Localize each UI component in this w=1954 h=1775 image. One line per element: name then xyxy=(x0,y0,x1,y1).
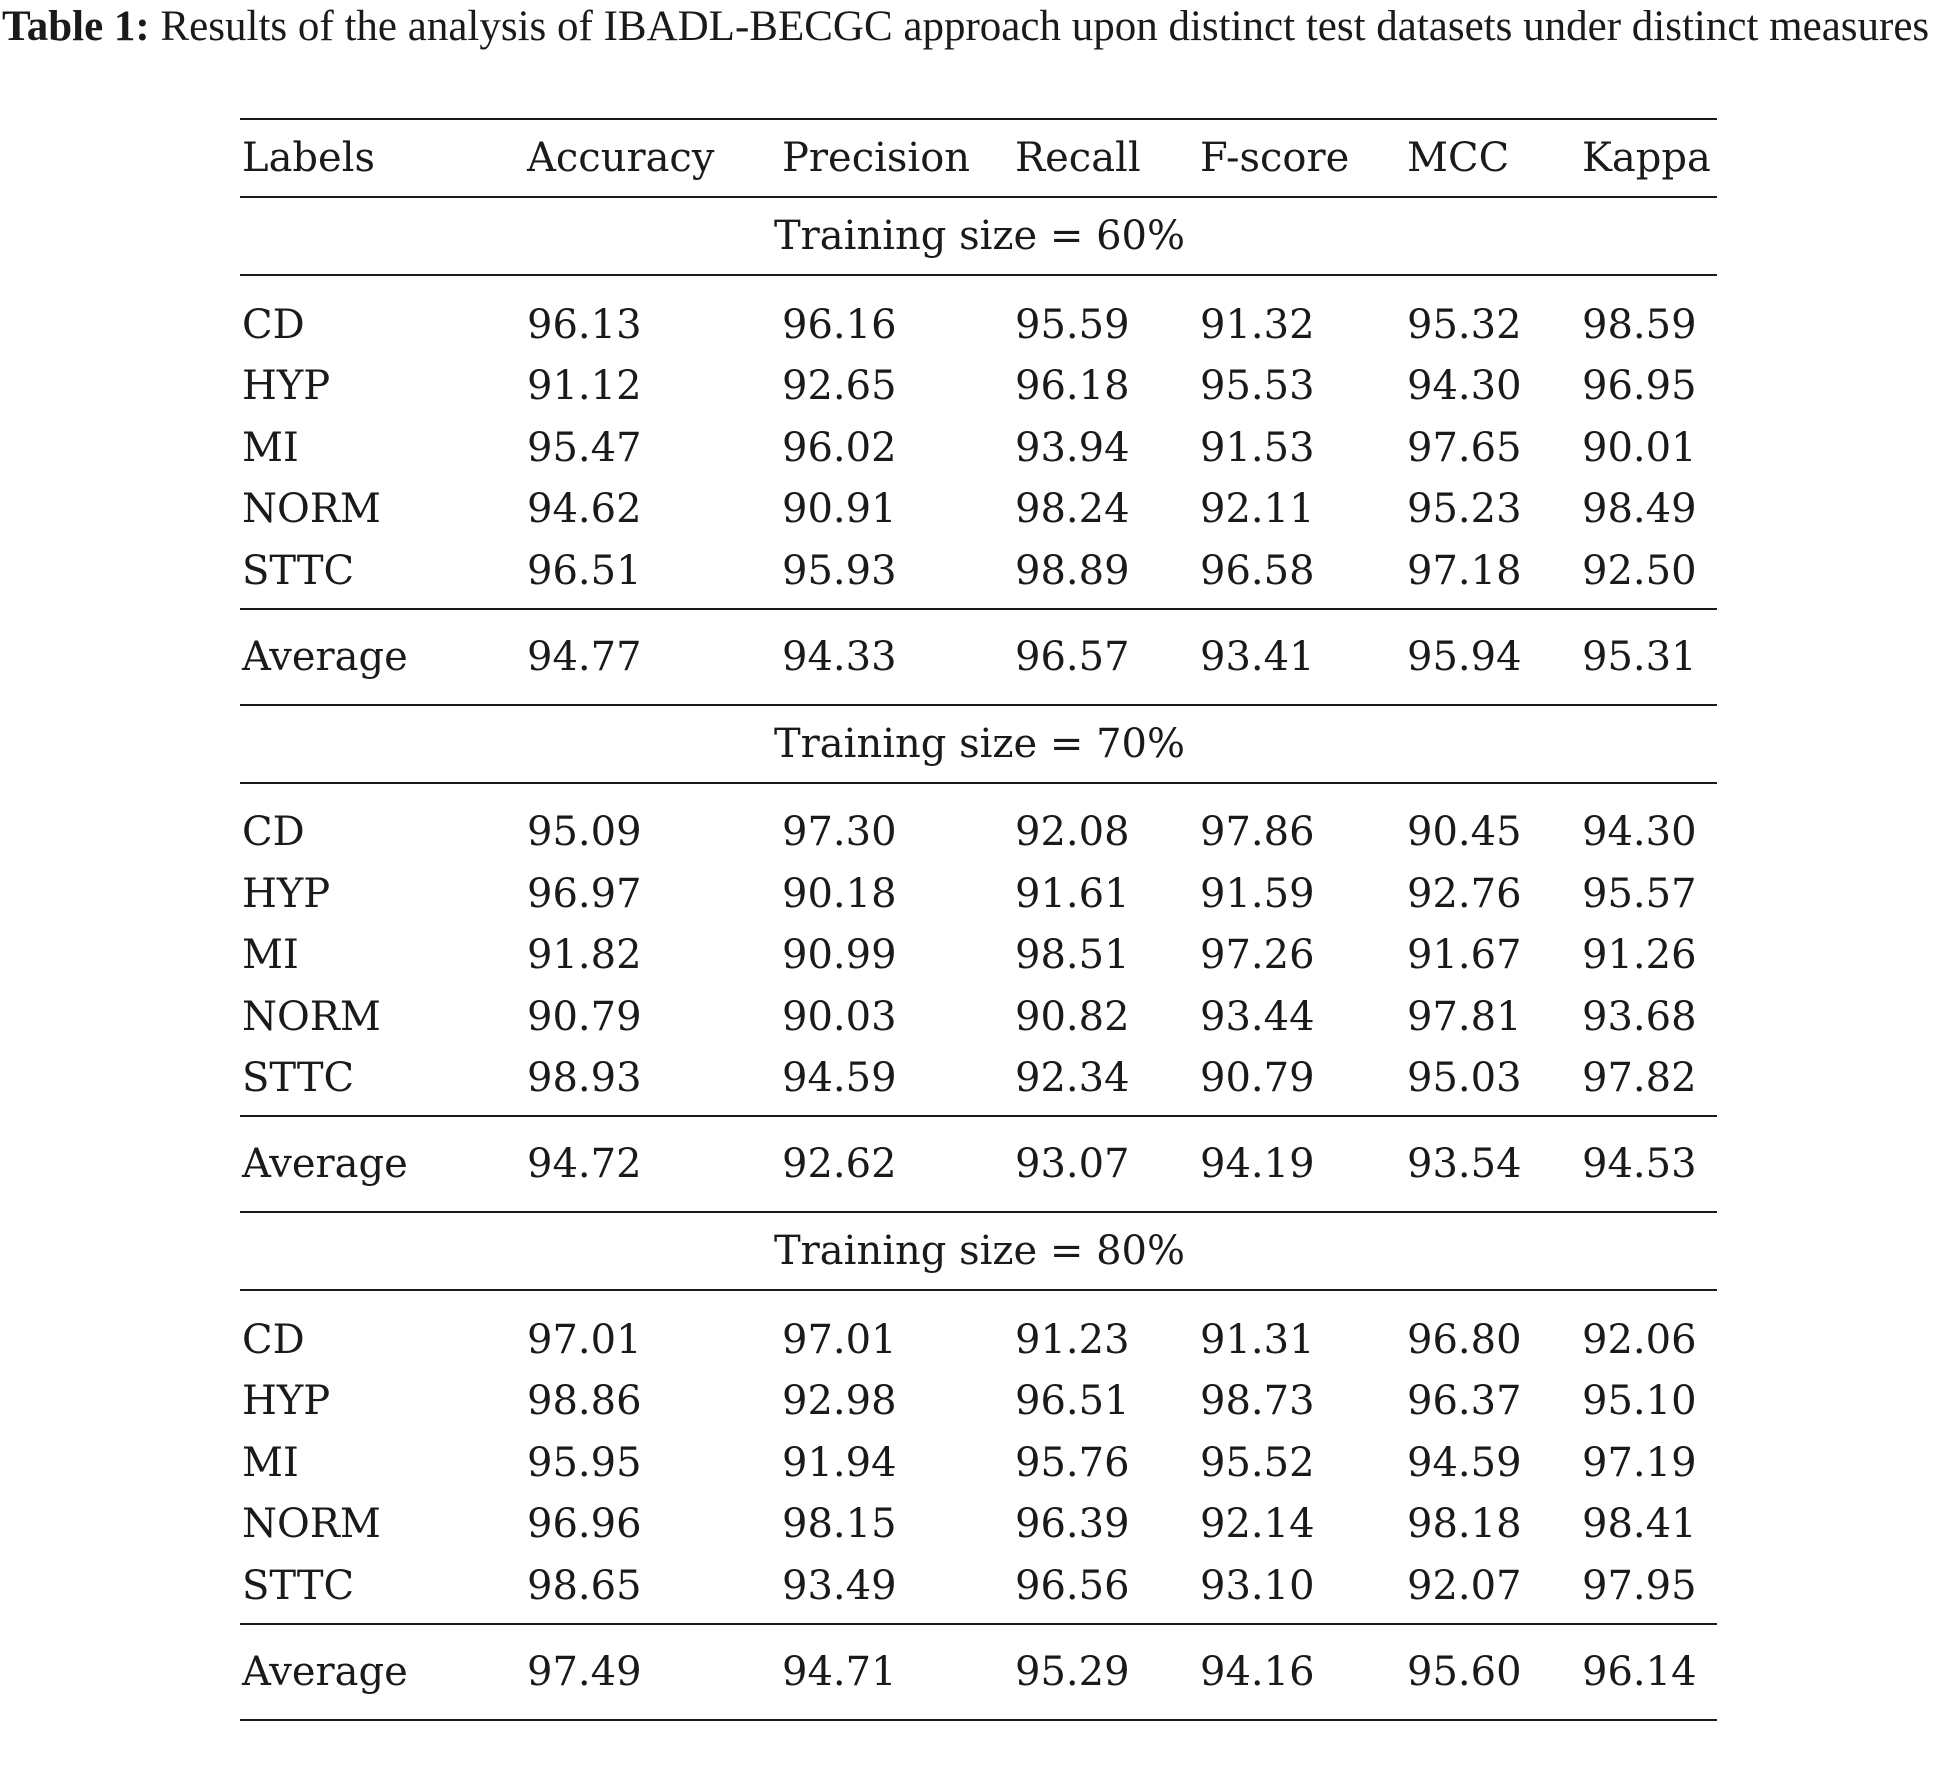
average-cell: 94.53 xyxy=(1580,1116,1717,1212)
section-title: Training size = 60% xyxy=(240,197,1717,275)
average-cell: 97.49 xyxy=(525,1624,780,1720)
row-label: CD xyxy=(242,1316,305,1363)
average-cell: 95.29 xyxy=(1013,1624,1198,1720)
table-cell: 92.07 xyxy=(1407,1562,1522,1609)
table-cell: 90.82 xyxy=(1015,993,1130,1040)
table-cell: 97.95 xyxy=(1582,1562,1697,1609)
table-row xyxy=(240,1494,1717,1556)
table-cell: 94.59 xyxy=(782,1055,897,1102)
table-cell: 96.51 xyxy=(1015,1378,1130,1425)
row-label: STTC xyxy=(242,547,355,594)
table-cell: 97.01 xyxy=(527,1316,642,1363)
table-cell: 97.65 xyxy=(1407,424,1522,471)
table-cell: 98.89 xyxy=(1015,547,1130,594)
table-cell: 93.44 xyxy=(1200,993,1315,1040)
table-row xyxy=(240,802,1717,864)
table-cell: 95.52 xyxy=(1200,1439,1315,1486)
table-cell: 90.79 xyxy=(527,993,642,1040)
table-row xyxy=(240,1309,1717,1371)
column-header: Precision xyxy=(780,119,1013,197)
table-cell: 95.10 xyxy=(1582,1378,1697,1425)
row-label: NORM xyxy=(242,486,381,533)
average-cell: 94.71 xyxy=(780,1624,1013,1720)
row-label: MI xyxy=(242,424,299,471)
row-label: HYP xyxy=(242,363,331,410)
average-cell: 94.16 xyxy=(1198,1624,1405,1720)
average-cell: 92.62 xyxy=(780,1116,1013,1212)
table-cell: 92.98 xyxy=(782,1378,897,1425)
table-cell: 91.31 xyxy=(1200,1316,1315,1363)
table-cell: 95.93 xyxy=(782,547,897,594)
table-row xyxy=(240,1371,1717,1433)
column-header: Labels xyxy=(240,119,525,197)
table-cell: 97.19 xyxy=(1582,1439,1697,1486)
table-cell: 90.45 xyxy=(1407,809,1522,856)
average-row xyxy=(240,1624,1717,1720)
table-cell: 91.26 xyxy=(1582,932,1697,979)
results-table xyxy=(240,118,1717,1721)
table-cell: 98.51 xyxy=(1015,932,1130,979)
table-cell: 98.73 xyxy=(1200,1378,1315,1425)
table-cell: 90.79 xyxy=(1200,1055,1315,1102)
table-cell: 95.32 xyxy=(1407,301,1522,348)
average-label: Average xyxy=(240,1624,525,1720)
row-label: NORM xyxy=(242,993,381,1040)
section-header-row xyxy=(240,1212,1717,1290)
table-cell: 91.12 xyxy=(527,363,642,410)
table-cell: 95.23 xyxy=(1407,486,1522,533)
table-cell: 92.14 xyxy=(1200,1501,1315,1548)
table-cell: 97.01 xyxy=(782,1316,897,1363)
average-cell: 93.41 xyxy=(1198,609,1405,705)
spacer-cell xyxy=(240,275,1717,294)
table-row xyxy=(240,1555,1717,1624)
average-row xyxy=(240,1116,1717,1212)
table-cell: 96.95 xyxy=(1582,363,1697,410)
column-header: MCC xyxy=(1405,119,1580,197)
table-cell: 95.76 xyxy=(1015,1439,1130,1486)
table-row xyxy=(240,863,1717,925)
caption-text: Results of the analysis of IBADL-BECGC approach upon distinct test datasets under distinct measures xyxy=(149,3,1930,50)
table-row xyxy=(240,540,1717,609)
table-cell: 96.51 xyxy=(527,547,642,594)
average-cell: 93.54 xyxy=(1405,1116,1580,1212)
average-cell: 94.33 xyxy=(780,609,1013,705)
table-cell: 95.09 xyxy=(527,809,642,856)
average-cell: 96.14 xyxy=(1580,1624,1717,1720)
caption-label: Table 1: xyxy=(2,3,150,50)
section-header-row xyxy=(240,197,1717,275)
average-label: Average xyxy=(240,609,525,705)
table-cell: 97.26 xyxy=(1200,932,1315,979)
table-cell: 92.08 xyxy=(1015,809,1130,856)
spacer-row xyxy=(240,275,1717,294)
table-cell: 91.67 xyxy=(1407,932,1522,979)
average-cell: 94.19 xyxy=(1198,1116,1405,1212)
table-cell: 90.99 xyxy=(782,932,897,979)
table-cell: 95.53 xyxy=(1200,363,1315,410)
table-cell: 90.01 xyxy=(1582,424,1697,471)
table-cell: 91.23 xyxy=(1015,1316,1130,1363)
table-row xyxy=(240,417,1717,479)
table-cell: 97.30 xyxy=(782,809,897,856)
average-cell: 94.72 xyxy=(525,1116,780,1212)
table-cell: 96.18 xyxy=(1015,363,1130,410)
table-cell: 91.61 xyxy=(1015,870,1130,917)
section-title: Training size = 80% xyxy=(240,1212,1717,1290)
average-cell: 96.57 xyxy=(1013,609,1198,705)
table-cell: 91.32 xyxy=(1200,301,1315,348)
section-header-row xyxy=(240,705,1717,783)
row-label: MI xyxy=(242,1439,299,1486)
column-header: Accuracy xyxy=(525,119,780,197)
table-cell: 92.06 xyxy=(1582,1316,1697,1363)
table-cell: 96.37 xyxy=(1407,1378,1522,1425)
table-row xyxy=(240,1432,1717,1494)
table-cell: 93.94 xyxy=(1015,424,1130,471)
table-cell: 91.94 xyxy=(782,1439,897,1486)
row-label: MI xyxy=(242,932,299,979)
table-row xyxy=(240,356,1717,418)
table-cell: 94.30 xyxy=(1407,363,1522,410)
row-label: CD xyxy=(242,809,305,856)
table-cell: 98.93 xyxy=(527,1055,642,1102)
table-cell: 98.15 xyxy=(782,1501,897,1548)
table-cell: 93.10 xyxy=(1200,1562,1315,1609)
table-body xyxy=(240,197,1717,1720)
table-cell: 96.97 xyxy=(527,870,642,917)
table-cell: 93.68 xyxy=(1582,993,1697,1040)
average-cell: 95.31 xyxy=(1580,609,1717,705)
table-cell: 97.18 xyxy=(1407,547,1522,594)
table-cell: 96.13 xyxy=(527,301,642,348)
table-cell: 92.65 xyxy=(782,363,897,410)
table-cell: 98.59 xyxy=(1582,301,1697,348)
table-caption xyxy=(2,0,1952,54)
table-cell: 90.91 xyxy=(782,486,897,533)
section-title: Training size = 70% xyxy=(240,705,1717,783)
spacer-cell xyxy=(240,783,1717,802)
table-cell: 95.03 xyxy=(1407,1055,1522,1102)
table-row xyxy=(240,1048,1717,1117)
table-cell: 98.24 xyxy=(1015,486,1130,533)
table-cell: 92.50 xyxy=(1582,547,1697,594)
table-cell: 98.18 xyxy=(1407,1501,1522,1548)
table-cell: 94.59 xyxy=(1407,1439,1522,1486)
table-cell: 96.56 xyxy=(1015,1562,1130,1609)
table-cell: 94.62 xyxy=(527,486,642,533)
table-cell: 92.11 xyxy=(1200,486,1315,533)
column-header: F-score xyxy=(1198,119,1405,197)
table-cell: 96.58 xyxy=(1200,547,1315,594)
row-label: HYP xyxy=(242,1378,331,1425)
table-cell: 96.96 xyxy=(527,1501,642,1548)
average-cell: 95.60 xyxy=(1405,1624,1580,1720)
table-cell: 94.30 xyxy=(1582,809,1697,856)
table-cell: 98.49 xyxy=(1582,486,1697,533)
table-row xyxy=(240,479,1717,541)
row-label: STTC xyxy=(242,1562,355,1609)
table-cell: 96.39 xyxy=(1015,1501,1130,1548)
table-cell: 96.02 xyxy=(782,424,897,471)
table-cell: 97.82 xyxy=(1582,1055,1697,1102)
column-header: Kappa xyxy=(1580,119,1717,197)
table-cell: 95.95 xyxy=(527,1439,642,1486)
row-label: STTC xyxy=(242,1055,355,1102)
table-row xyxy=(240,294,1717,356)
table-cell: 98.41 xyxy=(1582,1501,1697,1548)
table-cell: 98.65 xyxy=(527,1562,642,1609)
table-row xyxy=(240,986,1717,1048)
table-cell: 96.16 xyxy=(782,301,897,348)
column-header: Recall xyxy=(1013,119,1198,197)
average-label: Average xyxy=(240,1116,525,1212)
table-cell: 93.49 xyxy=(782,1562,897,1609)
table-row xyxy=(240,925,1717,987)
row-label: CD xyxy=(242,301,305,348)
table-cell: 96.80 xyxy=(1407,1316,1522,1363)
spacer-row xyxy=(240,1290,1717,1309)
table-cell: 91.53 xyxy=(1200,424,1315,471)
table-cell: 95.47 xyxy=(527,424,642,471)
average-cell: 95.94 xyxy=(1405,609,1580,705)
table-cell: 92.34 xyxy=(1015,1055,1130,1102)
table-cell: 97.86 xyxy=(1200,809,1315,856)
row-label: NORM xyxy=(242,1501,381,1548)
table-cell: 91.82 xyxy=(527,932,642,979)
table-cell: 90.18 xyxy=(782,870,897,917)
table-cell: 95.59 xyxy=(1015,301,1130,348)
header-row xyxy=(240,119,1717,197)
table-cell: 92.76 xyxy=(1407,870,1522,917)
table-cell: 97.81 xyxy=(1407,993,1522,1040)
table-cell: 95.57 xyxy=(1582,870,1697,917)
table-cell: 98.86 xyxy=(527,1378,642,1425)
average-cell: 93.07 xyxy=(1013,1116,1198,1212)
row-label: HYP xyxy=(242,870,331,917)
table-cell: 90.03 xyxy=(782,993,897,1040)
average-row xyxy=(240,609,1717,705)
table-cell: 91.59 xyxy=(1200,870,1315,917)
spacer-row xyxy=(240,783,1717,802)
spacer-cell xyxy=(240,1290,1717,1309)
average-cell: 94.77 xyxy=(525,609,780,705)
